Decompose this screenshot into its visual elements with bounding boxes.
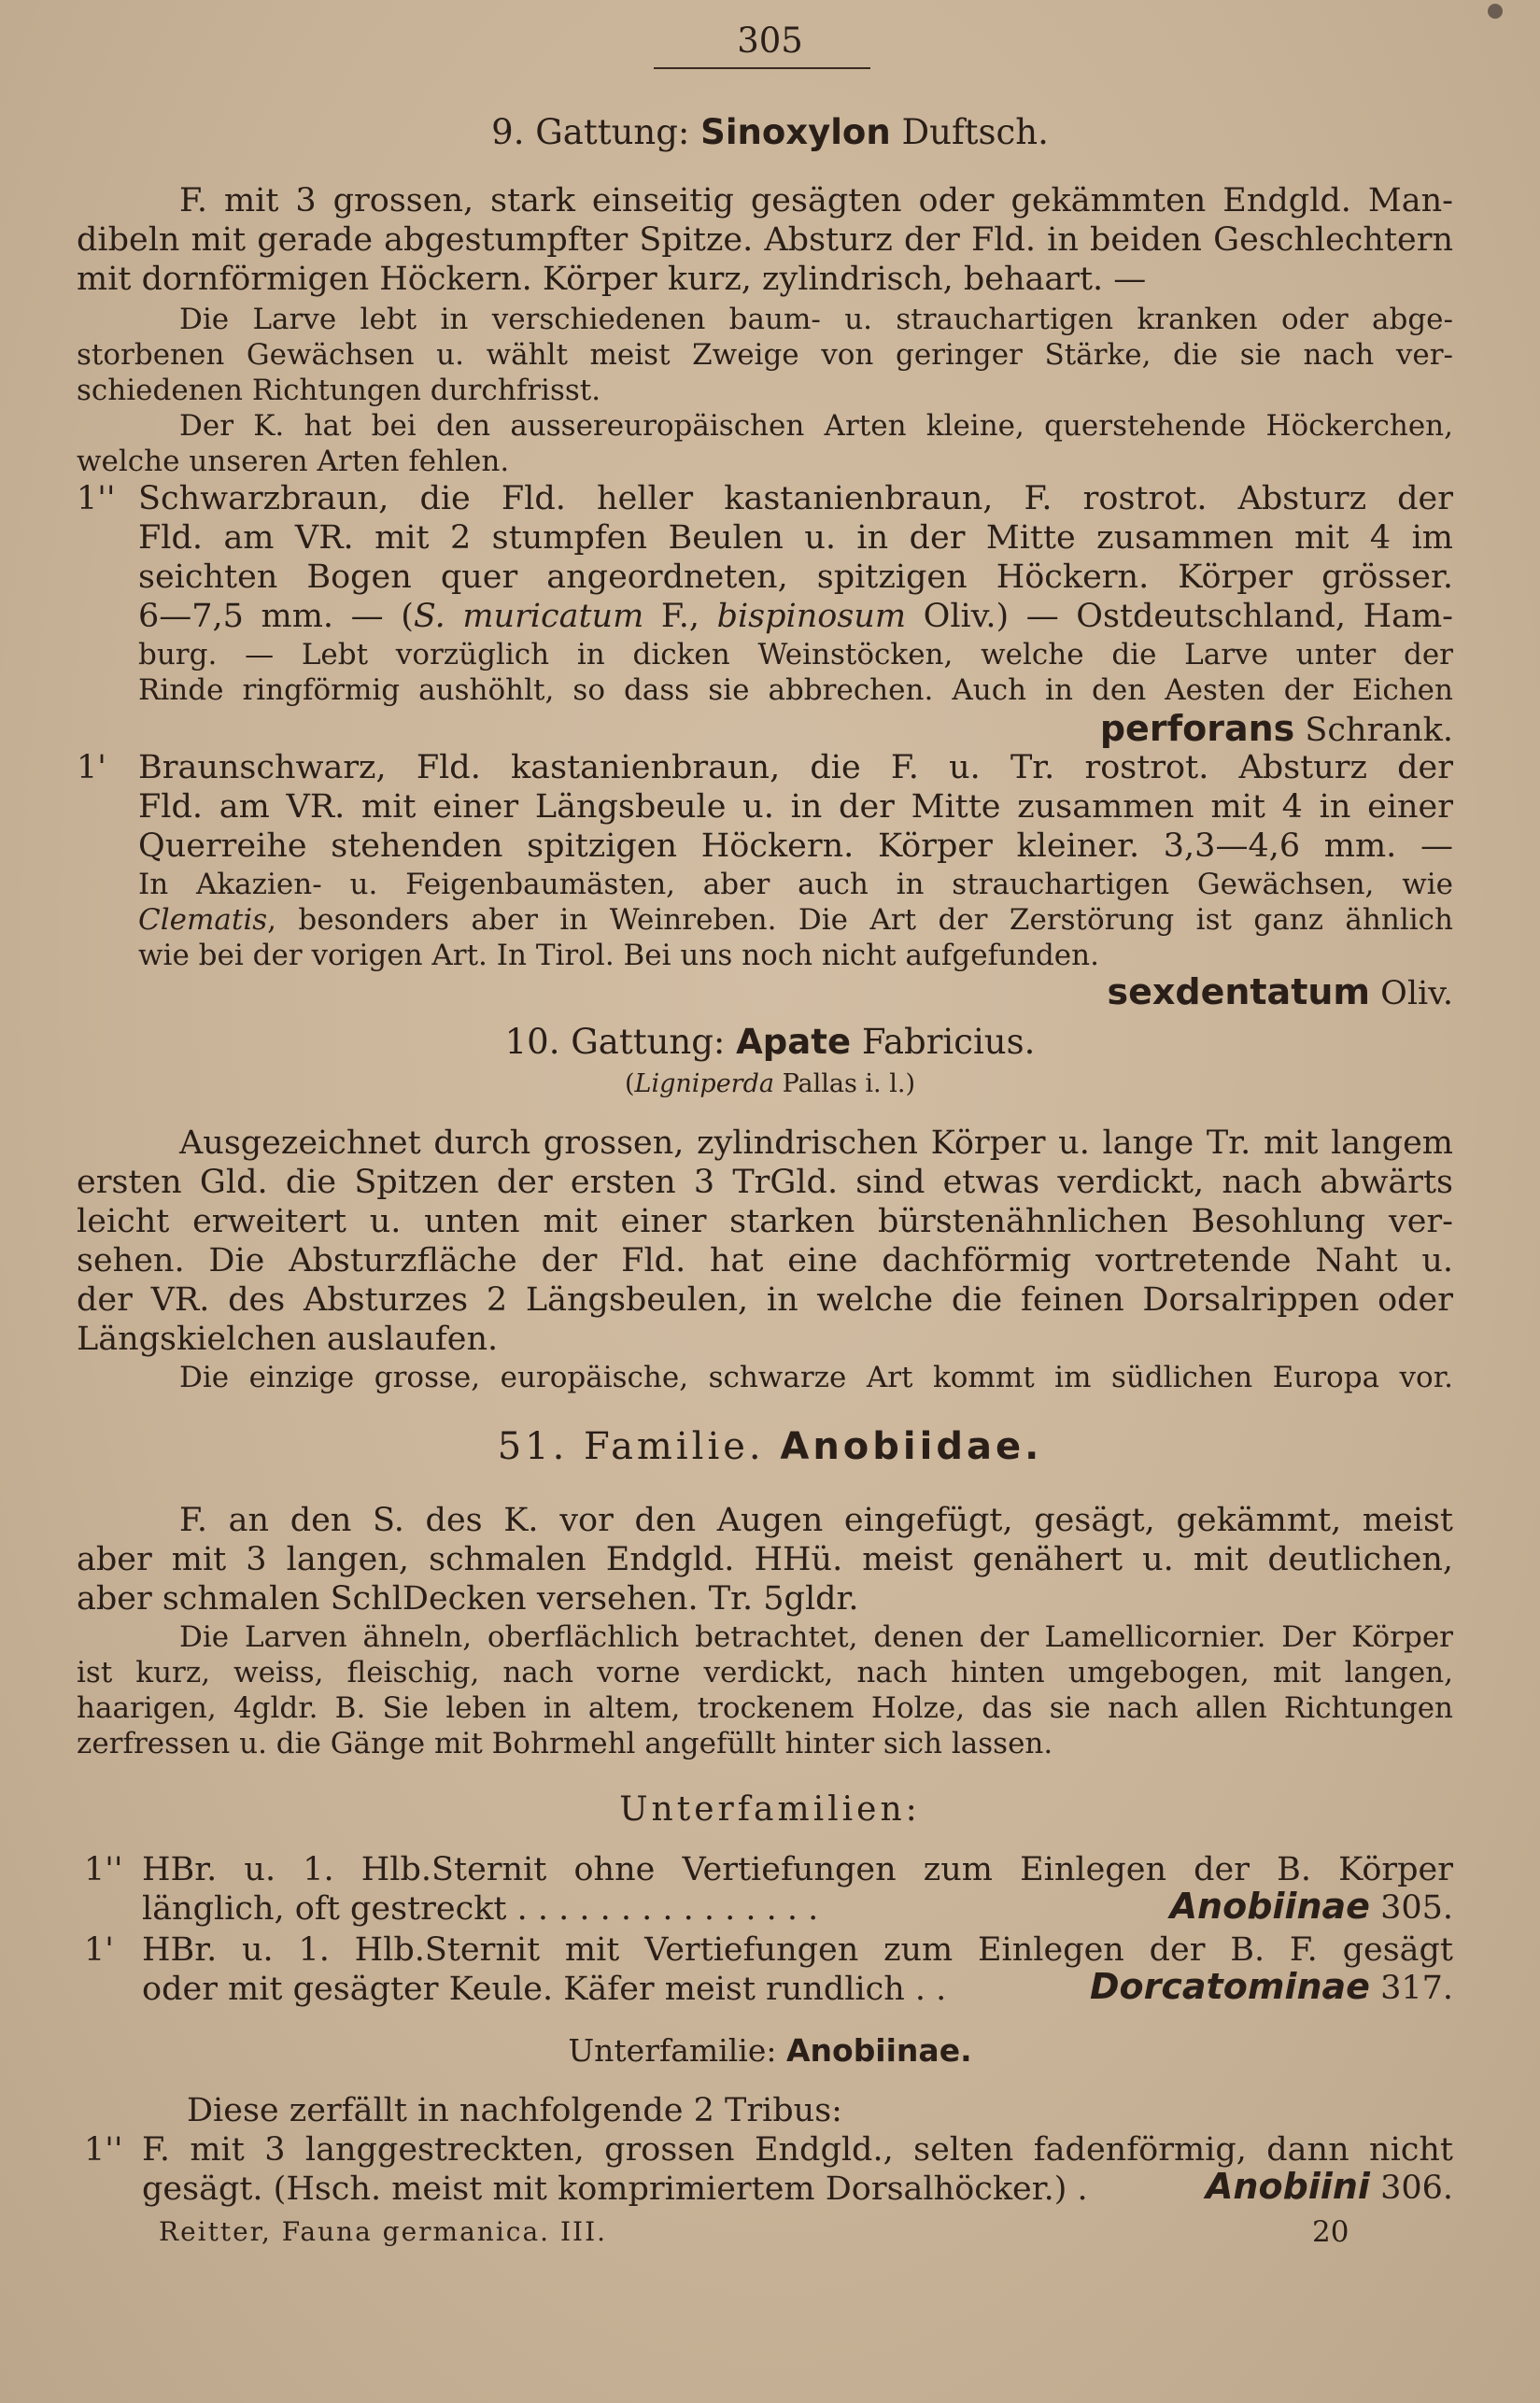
key-number: 1'' <box>84 1851 123 1888</box>
ink-spot <box>1488 4 1503 19</box>
key-line: Schwarzbraun, die Fld. heller kastanienbraun, F. rostrot. Absturz der <box>138 480 1453 517</box>
genus-9-desc-line: F. mit 3 grossen, stark einseitig gesägten oder gekämmten Endgld. Man- <box>179 182 1453 219</box>
genus-10-desc-line: der VR. des Absturzes 2 Längsbeulen, in welche die feinen Dorsalrippen oder <box>77 1281 1453 1319</box>
genus-10-desc-line: sehen. Die Absturzfläche der Fld. hat eine dachförmig vortretende Naht u. <box>77 1242 1453 1279</box>
tribe-anobiini-ref: Anobiini 306. <box>1206 2166 1453 2207</box>
family-51-prefix: 51. Familie. <box>497 1425 765 1468</box>
key-line: Fld. am VR. mit einer Längsbeule u. in der Mitte zusammen mit 4 in einer <box>138 788 1453 826</box>
genus-10-desc-line: Längskielchen auslaufen. <box>77 1321 499 1358</box>
subfamily-anobiinae-ref: Anobiinae 305. <box>1169 1886 1453 1927</box>
genus-10-note: Die einzige grosse, europäische, schwarze Art kommt im südlichen Europa vor. <box>179 1361 1453 1394</box>
family-51-heading <box>0 1423 1540 1470</box>
key-line: Braunschwarz, Fld. kastanienbraun, die F. u. Tr. rostrot. Absturz der <box>138 749 1453 786</box>
subfamily-intro: Diese zerfällt in nachfolgende 2 Tribus: <box>187 2092 842 2129</box>
key-line: F. mit 3 langgestreckten, grossen Endgld., selten fadenförmig, dann nicht <box>142 2131 1453 2169</box>
genus-9-prefix: 9. Gattung: <box>491 112 690 152</box>
key-biology-line: Clematis, besonders aber in Weinreben. Die Art der Zerstörung ist ganz ähnlich <box>138 903 1453 937</box>
genus-9-desc-line: mit dornförmigen Höckern. Körper kurz, zylindrisch, behaart. — <box>77 261 1147 298</box>
key-line: Querreihe stehenden spitzigen Höckern. Körper kleiner. 3,3—4,6 mm. — <box>138 827 1453 865</box>
key-line-measure: 6—7,5 mm. — (S. muricatum F., bispinosum Oliv.) — Ostdeutschland, Ham- <box>138 598 1453 635</box>
page-number: 305 <box>737 21 803 61</box>
footer-signature: Reitter, Fauna germanica. III. <box>159 2216 608 2247</box>
family-larva-line: Die Larven ähneln, oberflächlich betrachtet, denen der Lamellicornier. Der Körper <box>179 1620 1453 1654</box>
genus-10-synonym: (Ligniperda Pallas i. l.) <box>625 1069 915 1098</box>
family-desc-line: aber mit 3 langen, schmalen Endgld. HHü. meist genähert u. mit deutlichen, <box>77 1541 1453 1578</box>
species-sexdentatum: sexdentatum Oliv. <box>1107 971 1453 1012</box>
key-number: 1' <box>77 749 106 786</box>
genus-9-larva-line: Die Larve lebt in verschiedenen baum- u. strauchartigen kranken oder abge- <box>179 303 1453 336</box>
key-number: 1'' <box>84 2131 123 2169</box>
family-desc-line: F. an den S. des K. vor den Augen eingefügt, gesägt, gekämmt, meist <box>179 1502 1453 1539</box>
family-desc-line: aber schmalen SchlDecken versehen. Tr. 5gldr. <box>77 1580 859 1618</box>
key-biology-line: Rinde ringförmig aushöhlt, so dass sie abbrechen. Auch in den Aesten der Eichen <box>138 673 1453 707</box>
genus-10-desc-line: leicht erweitert u. unten mit einer starken bürstenähnlichen Besohlung ver- <box>77 1203 1453 1240</box>
genus-9-note-line: welche unseren Arten fehlen. <box>77 445 510 478</box>
key-line: Fld. am VR. mit 2 stumpfen Beulen u. in der Mitte zusammen mit 4 im <box>138 519 1453 557</box>
key-line: HBr. u. 1. Hlb.Sternit ohne Vertiefungen zum Einlegen der B. Körper <box>142 1851 1453 1888</box>
genus-9-name: Sinoxylon <box>700 112 891 152</box>
family-51-name: Anobiidae. <box>780 1425 1043 1468</box>
key-number: 1'' <box>77 480 116 517</box>
subfamily-dorcatominae-ref: Dorcatominae 317. <box>1090 1966 1453 2007</box>
genus-10-desc-line: Ausgezeichnet durch grossen, zylindrischen Körper u. lange Tr. mit langem <box>179 1124 1453 1162</box>
genus-10-prefix: 10. Gattung: <box>504 1022 726 1062</box>
subfamilies-title: Unterfamilien: <box>619 1790 921 1829</box>
family-larva-line: haarigen, 4gldr. B. Sie leben in altem, trockenem Holze, das sie nach allen Richtungen <box>77 1691 1453 1725</box>
genus-9-desc-line: dibeln mit gerade abgestumpfter Spitze. Absturz der Fld. in beiden Geschlechtern <box>77 221 1453 259</box>
subfamily-heading: Unterfamilie: Anobiinae. <box>568 2032 972 2069</box>
genus-10-desc-line: ersten Gld. die Spitzen der ersten 3 TrGld. sind etwas verdickt, nach abwärts <box>77 1164 1453 1201</box>
key-line: HBr. u. 1. Hlb.Sternit mit Vertiefungen zum Einlegen der B. F. gesägt <box>142 1931 1453 1969</box>
genus-10-heading <box>0 1022 1540 1063</box>
footer-sheet-number: 20 <box>1312 2215 1349 2249</box>
key-biology-line: wie bei der vorigen Art. In Tirol. Bei uns noch nicht aufgefunden. <box>138 939 1099 972</box>
key-line: länglich, oft gestreckt . . . . . . . . . . . . . . . <box>142 1890 819 1928</box>
key-line: gesägt. (Hsch. meist mit komprimiertem Dorsalhöcker.) . <box>142 2170 1088 2208</box>
key-line: seichten Bogen quer angeordneten, spitzigen Höckern. Körper grösser. <box>138 558 1453 596</box>
genus-9-author: Duftsch. <box>901 112 1049 152</box>
key-biology-line: In Akazien- u. Feigenbaumästen, aber auch in strauchartigen Gewächsen, wie <box>138 868 1453 901</box>
genus-10-author: Fabricius. <box>861 1022 1036 1062</box>
species-perforans: perforans Schrank. <box>1099 708 1453 749</box>
family-larva-line: ist kurz, weiss, fleischig, nach vorne verdickt, nach hinten umgebogen, mit langen, <box>77 1656 1453 1689</box>
genus-9-larva-line: schiedenen Richtungen durchfrisst. <box>77 374 601 407</box>
key-number: 1' <box>84 1931 114 1969</box>
genus-9-note-line: Der K. hat bei den aussereuropäischen Arten kleine, querstehende Höckerchen, <box>179 409 1453 443</box>
header-rule <box>654 67 870 69</box>
genus-9-larva-line: storbenen Gewächsen u. wählt meist Zweige von geringer Stärke, die sie nach ver- <box>77 338 1453 372</box>
genus-10-name: Apate <box>736 1022 852 1062</box>
genus-9-heading <box>0 112 1540 153</box>
key-line: oder mit gesägter Keule. Käfer meist rundlich . . <box>142 1971 947 2008</box>
key-biology-line: burg. — Lebt vorzüglich in dicken Weinstöcken, welche die Larve unter der <box>138 638 1453 671</box>
family-larva-line: zerfressen u. die Gänge mit Bohrmehl angefüllt hinter sich lassen. <box>77 1727 1053 1760</box>
